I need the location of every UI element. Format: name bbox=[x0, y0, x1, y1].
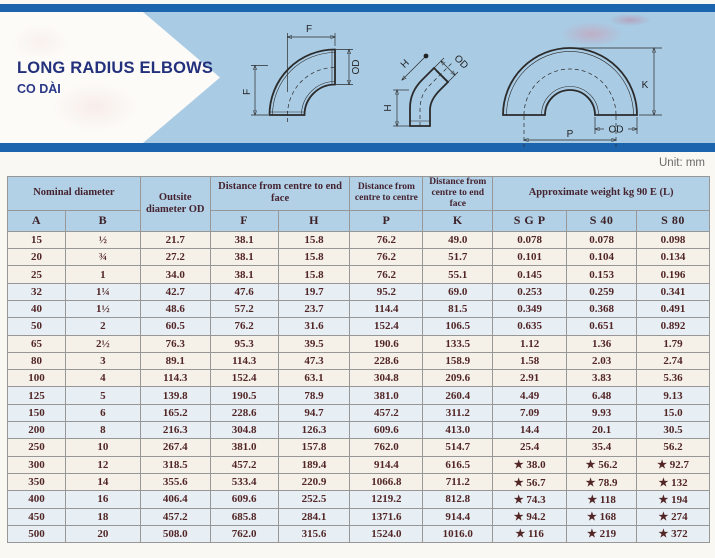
cell: 0.078 bbox=[493, 231, 567, 248]
cell: 762.0 bbox=[210, 525, 278, 542]
cell: 0.341 bbox=[637, 283, 710, 300]
cell: 76.2 bbox=[210, 318, 278, 335]
dim-label-f-left: F bbox=[242, 88, 253, 96]
cell: 114.3 bbox=[210, 352, 278, 369]
cell: 0.892 bbox=[637, 318, 710, 335]
cell: ★ 92.7 bbox=[637, 456, 710, 473]
cell: 20.1 bbox=[567, 422, 637, 439]
page-subtitle: CO DÀI bbox=[17, 82, 61, 96]
table-row bbox=[8, 283, 710, 300]
cell: 10 bbox=[65, 439, 140, 456]
cell: 6 bbox=[65, 404, 140, 421]
cell: 685.8 bbox=[210, 508, 278, 525]
cell: 500 bbox=[8, 525, 66, 542]
cell: 152.4 bbox=[210, 370, 278, 387]
cell: 14.4 bbox=[493, 422, 567, 439]
cell: ★ 56.7 bbox=[493, 473, 567, 490]
cell: 165.2 bbox=[140, 404, 210, 421]
cell: 125 bbox=[8, 387, 66, 404]
cell: 18 bbox=[65, 508, 140, 525]
header-centre-to-end-face-fh: Distance from centre to end face bbox=[210, 177, 350, 211]
cell: 3 bbox=[65, 352, 140, 369]
cell: 0.145 bbox=[493, 266, 567, 283]
cell: 20 bbox=[65, 525, 140, 542]
cell: 284.1 bbox=[278, 508, 350, 525]
cell: 355.6 bbox=[140, 473, 210, 490]
cell: 27.2 bbox=[140, 249, 210, 266]
cell: 3.83 bbox=[567, 370, 637, 387]
dim-label-h-upper: H bbox=[398, 57, 412, 71]
table-header bbox=[8, 177, 710, 232]
cell: 65 bbox=[8, 335, 66, 352]
unit-label: Unit: mm bbox=[659, 157, 705, 169]
elbow-diagrams bbox=[0, 0, 715, 160]
table-row bbox=[8, 404, 710, 421]
cell: 158.9 bbox=[423, 352, 493, 369]
cell: 95.2 bbox=[350, 283, 423, 300]
cell: 150 bbox=[8, 404, 66, 421]
cell: 9.13 bbox=[637, 387, 710, 404]
cell: 267.4 bbox=[140, 439, 210, 456]
table-row bbox=[8, 318, 710, 335]
table-body bbox=[8, 231, 710, 542]
cell: 300 bbox=[8, 456, 66, 473]
cell: ★ 78.9 bbox=[567, 473, 637, 490]
cell: 56.2 bbox=[637, 439, 710, 456]
elbow-45-diagram bbox=[383, 53, 470, 126]
cell: 4 bbox=[65, 370, 140, 387]
cell: 76.2 bbox=[350, 266, 423, 283]
cell: 616.5 bbox=[423, 456, 493, 473]
table-row bbox=[8, 473, 710, 490]
cell: 1½ bbox=[65, 300, 140, 317]
cell: 15.8 bbox=[278, 266, 350, 283]
cell: 0.491 bbox=[637, 300, 710, 317]
cell: 228.6 bbox=[210, 404, 278, 421]
cell: 0.153 bbox=[567, 266, 637, 283]
cell: 95.3 bbox=[210, 335, 278, 352]
col-p: P bbox=[350, 210, 423, 231]
cell: 157.8 bbox=[278, 439, 350, 456]
cell: 0.368 bbox=[567, 300, 637, 317]
table-row bbox=[8, 387, 710, 404]
cell: 0.651 bbox=[567, 318, 637, 335]
table-row bbox=[8, 335, 710, 352]
cell: 250 bbox=[8, 439, 66, 456]
cell: 0.259 bbox=[567, 283, 637, 300]
cell: 914.4 bbox=[423, 508, 493, 525]
cell: 12 bbox=[65, 456, 140, 473]
cell: 5.36 bbox=[637, 370, 710, 387]
dim-label-f-top: F bbox=[305, 24, 313, 35]
cell: 914.4 bbox=[350, 456, 423, 473]
cell: ½ bbox=[65, 231, 140, 248]
cell: 711.2 bbox=[423, 473, 493, 490]
cell: 7.09 bbox=[493, 404, 567, 421]
cell: 216.3 bbox=[140, 422, 210, 439]
cell: 350 bbox=[8, 473, 66, 490]
table-row bbox=[8, 300, 710, 317]
cell: 76.2 bbox=[350, 231, 423, 248]
cell: 381.0 bbox=[350, 387, 423, 404]
cell: ★ 116 bbox=[493, 525, 567, 542]
table-row bbox=[8, 231, 710, 248]
return-180-diagram bbox=[503, 48, 662, 147]
cell: 2.03 bbox=[567, 352, 637, 369]
cell: 457.2 bbox=[350, 404, 423, 421]
cell: 114.4 bbox=[350, 300, 423, 317]
dim-label-od-180: OD bbox=[608, 124, 624, 136]
table-row bbox=[8, 422, 710, 439]
cell: 55.1 bbox=[423, 266, 493, 283]
cell: ★ 74.3 bbox=[493, 491, 567, 508]
cell: 2 bbox=[65, 318, 140, 335]
cell: 25.4 bbox=[493, 439, 567, 456]
cell: 311.2 bbox=[423, 404, 493, 421]
cell: 1371.6 bbox=[350, 508, 423, 525]
cell: 0.253 bbox=[493, 283, 567, 300]
col-s80: S 80 bbox=[637, 210, 710, 231]
dimension-table-wrap bbox=[7, 176, 710, 543]
cell: 2.74 bbox=[637, 352, 710, 369]
cell: 14 bbox=[65, 473, 140, 490]
header-approximate-weight: Approximate weight kg 90 E (L) bbox=[493, 177, 710, 211]
cell: 220.9 bbox=[278, 473, 350, 490]
cell: 189.4 bbox=[278, 456, 350, 473]
cell: 23.7 bbox=[278, 300, 350, 317]
cell: 31.6 bbox=[278, 318, 350, 335]
cell: 304.8 bbox=[210, 422, 278, 439]
col-h: H bbox=[278, 210, 350, 231]
cell: 15 bbox=[8, 231, 66, 248]
cell: 1219.2 bbox=[350, 491, 423, 508]
cell: 315.6 bbox=[278, 525, 350, 542]
table-row bbox=[8, 439, 710, 456]
cell: 200 bbox=[8, 422, 66, 439]
page-title: LONG RADIUS ELBOWS bbox=[17, 59, 214, 77]
cell: 47.6 bbox=[210, 283, 278, 300]
table-row bbox=[8, 370, 710, 387]
cell: 133.5 bbox=[423, 335, 493, 352]
cell: ★ 372 bbox=[637, 525, 710, 542]
cell: 38.1 bbox=[210, 266, 278, 283]
cell: ★ 194 bbox=[637, 491, 710, 508]
cell: 47.3 bbox=[278, 352, 350, 369]
col-f: F bbox=[210, 210, 278, 231]
cell: 76.3 bbox=[140, 335, 210, 352]
cell: 48.6 bbox=[140, 300, 210, 317]
cell: 0.098 bbox=[637, 231, 710, 248]
cell: 609.6 bbox=[210, 491, 278, 508]
cell: 0.134 bbox=[637, 249, 710, 266]
cell: 4.49 bbox=[493, 387, 567, 404]
cell: 25 bbox=[8, 266, 66, 283]
table-row bbox=[8, 456, 710, 473]
cell: 812.8 bbox=[423, 491, 493, 508]
group-header-row bbox=[8, 177, 710, 211]
dim-label-h-left: H bbox=[383, 104, 394, 112]
cell: 34.0 bbox=[140, 266, 210, 283]
cell: 80 bbox=[8, 352, 66, 369]
cell: 50 bbox=[8, 318, 66, 335]
cell: 2½ bbox=[65, 335, 140, 352]
cell: ★ 94.2 bbox=[493, 508, 567, 525]
cell: 762.0 bbox=[350, 439, 423, 456]
cell: 252.5 bbox=[278, 491, 350, 508]
cell: 609.6 bbox=[350, 422, 423, 439]
cell: 457.2 bbox=[210, 456, 278, 473]
cell: 20 bbox=[8, 249, 66, 266]
cell: ¾ bbox=[65, 249, 140, 266]
cell: 1.79 bbox=[637, 335, 710, 352]
cell: 15.0 bbox=[637, 404, 710, 421]
cell: 514.7 bbox=[423, 439, 493, 456]
table-row bbox=[8, 491, 710, 508]
dim-label-k: K bbox=[641, 80, 649, 91]
cell: 94.7 bbox=[278, 404, 350, 421]
cell: 21.7 bbox=[140, 231, 210, 248]
cell: 51.7 bbox=[423, 249, 493, 266]
dim-label-od-90: OD bbox=[351, 59, 362, 75]
cell: 209.6 bbox=[423, 370, 493, 387]
cell: 1 bbox=[65, 266, 140, 283]
cell: 318.5 bbox=[140, 456, 210, 473]
cell: 38.1 bbox=[210, 231, 278, 248]
header-centre-to-centre: Distance from centre to centre bbox=[350, 177, 423, 211]
cell: ★ 219 bbox=[567, 525, 637, 542]
cell: 0.349 bbox=[493, 300, 567, 317]
cell: 15.8 bbox=[278, 231, 350, 248]
cell: 106.5 bbox=[423, 318, 493, 335]
cell: 63.1 bbox=[278, 370, 350, 387]
cell: 69.0 bbox=[423, 283, 493, 300]
cell: 40 bbox=[8, 300, 66, 317]
cell: 49.0 bbox=[423, 231, 493, 248]
cell: ★ 132 bbox=[637, 473, 710, 490]
table-row bbox=[8, 266, 710, 283]
cell: 6.48 bbox=[567, 387, 637, 404]
dim-label-od-45: OD bbox=[451, 53, 470, 72]
cell: 57.2 bbox=[210, 300, 278, 317]
cell: 304.8 bbox=[350, 370, 423, 387]
table-row bbox=[8, 352, 710, 369]
cell: 126.3 bbox=[278, 422, 350, 439]
cell: 1.36 bbox=[567, 335, 637, 352]
cell: 60.5 bbox=[140, 318, 210, 335]
cell: 30.5 bbox=[637, 422, 710, 439]
table-row bbox=[8, 508, 710, 525]
header-nominal-diameter: Nominal diameter bbox=[8, 177, 141, 211]
cell: 457.2 bbox=[140, 508, 210, 525]
table-row bbox=[8, 249, 710, 266]
cell: 19.7 bbox=[278, 283, 350, 300]
cell: 78.9 bbox=[278, 387, 350, 404]
cell: 81.5 bbox=[423, 300, 493, 317]
cell: 450 bbox=[8, 508, 66, 525]
col-s40: S 40 bbox=[567, 210, 637, 231]
cell: 42.7 bbox=[140, 283, 210, 300]
col-k: K bbox=[423, 210, 493, 231]
cell: 1066.8 bbox=[350, 473, 423, 490]
cell: 32 bbox=[8, 283, 66, 300]
cell: 260.4 bbox=[423, 387, 493, 404]
table-row bbox=[8, 525, 710, 542]
cell: 152.4 bbox=[350, 318, 423, 335]
cell: 1524.0 bbox=[350, 525, 423, 542]
cell: ★ 118 bbox=[567, 491, 637, 508]
cell: 190.6 bbox=[350, 335, 423, 352]
col-sgp: S G P bbox=[493, 210, 567, 231]
cell: 508.0 bbox=[140, 525, 210, 542]
cell: 413.0 bbox=[423, 422, 493, 439]
cell: 76.2 bbox=[350, 249, 423, 266]
cell: 16 bbox=[65, 491, 140, 508]
cell: 100 bbox=[8, 370, 66, 387]
cell: 533.4 bbox=[210, 473, 278, 490]
elbow-90-diagram bbox=[242, 24, 362, 122]
cell: 89.1 bbox=[140, 352, 210, 369]
dimension-table bbox=[7, 176, 710, 543]
cell: 0.635 bbox=[493, 318, 567, 335]
header-outside-diameter: Outsite diameter OD bbox=[140, 177, 210, 232]
cell: 228.6 bbox=[350, 352, 423, 369]
cell: ★ 38.0 bbox=[493, 456, 567, 473]
header-centre-to-end-face-k: Distance from centre to end face bbox=[423, 177, 493, 211]
cell: 35.4 bbox=[567, 439, 637, 456]
cell: 1016.0 bbox=[423, 525, 493, 542]
cell: 114.3 bbox=[140, 370, 210, 387]
cell: 1.58 bbox=[493, 352, 567, 369]
sub-header-row bbox=[8, 210, 710, 231]
cell: 139.8 bbox=[140, 387, 210, 404]
cell: 5 bbox=[65, 387, 140, 404]
cell: 0.196 bbox=[637, 266, 710, 283]
cell: 381.0 bbox=[210, 439, 278, 456]
cell: 406.4 bbox=[140, 491, 210, 508]
cell: 1.12 bbox=[493, 335, 567, 352]
cell: 2.91 bbox=[493, 370, 567, 387]
cell: 0.101 bbox=[493, 249, 567, 266]
cell: ★ 274 bbox=[637, 508, 710, 525]
cell: 400 bbox=[8, 491, 66, 508]
cell: ★ 56.2 bbox=[567, 456, 637, 473]
cell: 9.93 bbox=[567, 404, 637, 421]
cell: 0.104 bbox=[567, 249, 637, 266]
col-b: B bbox=[65, 210, 140, 231]
cell: 8 bbox=[65, 422, 140, 439]
cell: 15.8 bbox=[278, 249, 350, 266]
col-a: A bbox=[8, 210, 66, 231]
cell: 190.5 bbox=[210, 387, 278, 404]
cell: 38.1 bbox=[210, 249, 278, 266]
cell: 0.078 bbox=[567, 231, 637, 248]
cell: ★ 168 bbox=[567, 508, 637, 525]
cell: 1¼ bbox=[65, 283, 140, 300]
dim-label-p: P bbox=[566, 129, 574, 140]
cell: 39.5 bbox=[278, 335, 350, 352]
